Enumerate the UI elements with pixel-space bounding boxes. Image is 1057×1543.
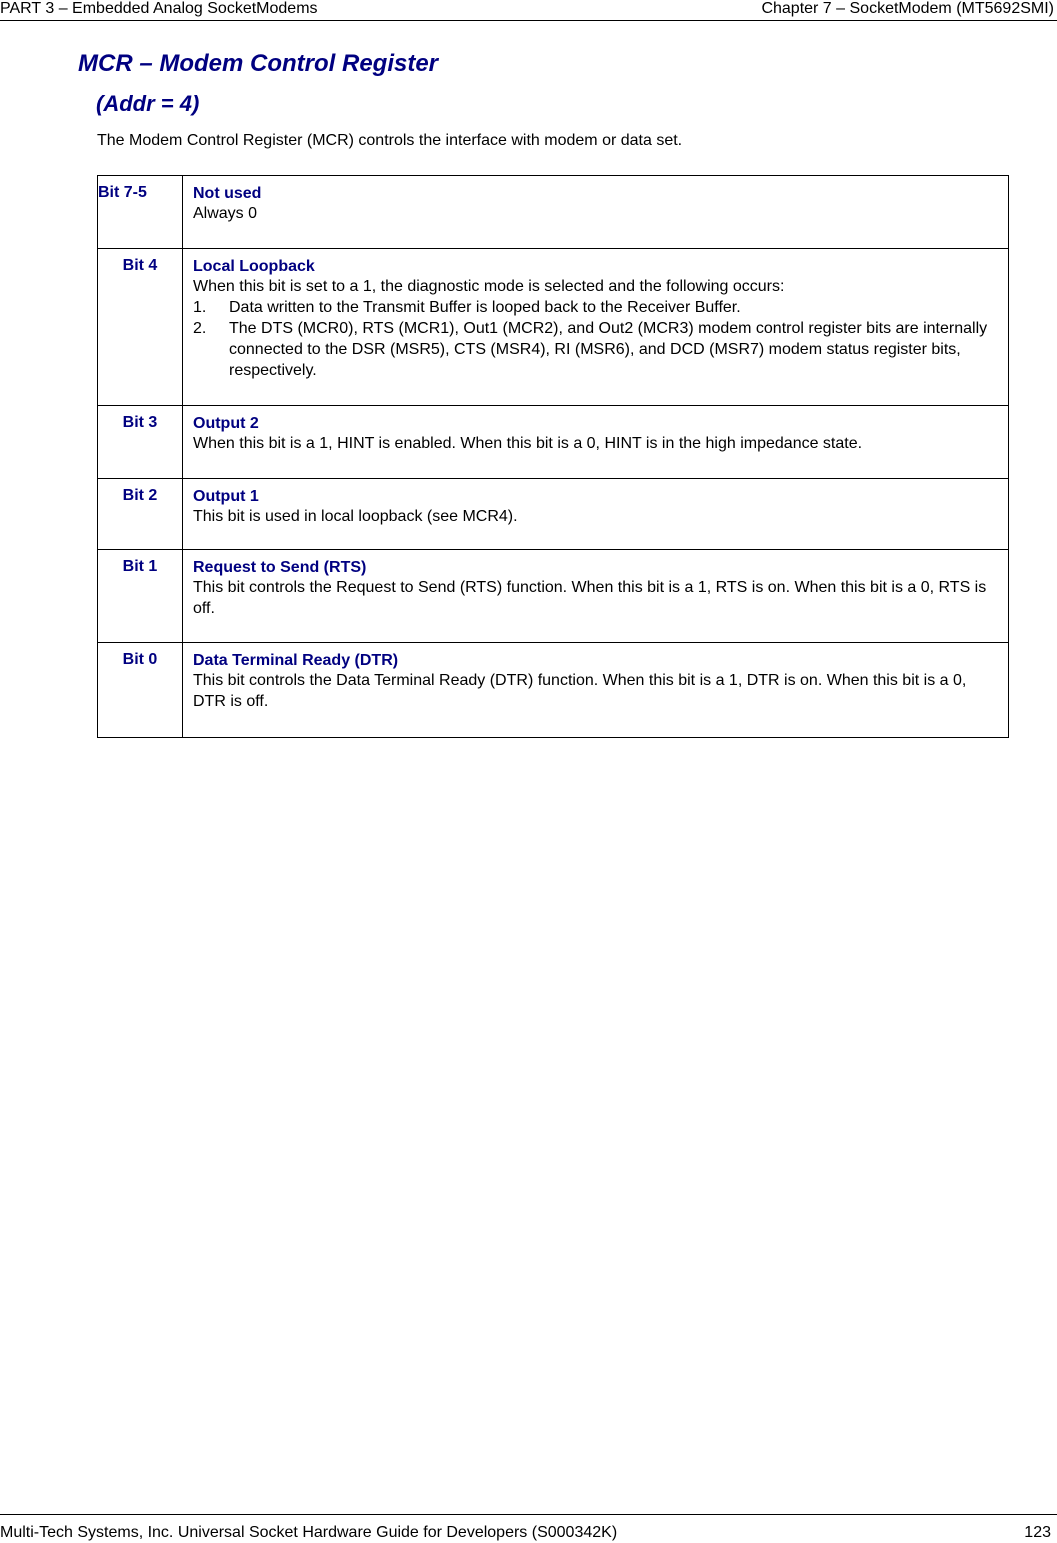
bit-label: Bit 2 [98,479,183,550]
bit-field-name: Local Loopback [193,258,315,275]
bit-label: Bit 7-5 [98,176,183,249]
loopback-effects-list [193,297,998,381]
list-item [193,297,998,318]
section-title: MCR – Modem Control Register [78,50,439,77]
table-row [98,249,1009,406]
section-subtitle: (Addr = 4) [96,91,200,116]
bit-field-name: Request to Send (RTS) [193,559,367,576]
table-row [98,176,1009,249]
bit-field-name: Data Terminal Ready (DTR) [193,652,399,669]
bit-field-text: Always 0 [193,205,258,222]
header-chapter-title: Chapter 7 – SocketModem (MT5692SMI) [761,0,1054,17]
bit-label: Bit 3 [98,406,183,479]
bit-description [183,249,1009,406]
bit-description [183,176,1009,249]
table-row [98,479,1009,550]
table-row [98,406,1009,479]
bit-field-text: When this bit is a 1, HINT is enabled. When this bit is a 0, HINT is in the high impedance state. [193,435,863,452]
bit-field-name: Output 2 [193,415,259,432]
bit-label: Bit 4 [98,249,183,406]
bit-field-text: This bit controls the Data Terminal Ready (DTR) function. When this bit is a 1, DTR is on. When this bit is a 0, DTR is off. [193,672,967,710]
list-item [193,318,998,381]
page-number: 123 [1024,1524,1051,1541]
bit-description [183,643,1009,738]
bit-field-name: Output 1 [193,488,259,505]
bit-field-name: Not used [193,185,262,202]
bit-field-text: This bit controls the Request to Send (RTS) function. When this bit is a 1, RTS is on. When this bit is a 0, RTS is off. [193,579,987,617]
intro-paragraph: The Modem Control Register (MCR) controls the interface with modem or data set. [97,132,683,149]
page-footer [0,1514,1057,1541]
list-item-number: 1. [193,299,207,316]
table-row [98,643,1009,738]
page-header [0,0,1057,21]
bit-description [183,406,1009,479]
list-item-text: The DTS (MCR0), RTS (MCR1), Out1 (MCR2), and Out2 (MCR3) modem control register bits are internally connected to the DSR (MSR5), CTS (MSR4), RI (MSR6), and DCD (MSR7) modem status register bits, respectively. [229,320,988,379]
register-bit-table [97,175,1009,738]
bit-field-text: When this bit is set to a 1, the diagnostic mode is selected and the following occurs: [193,278,785,295]
table-row [98,550,1009,643]
bit-description [183,479,1009,550]
header-part-title: PART 3 – Embedded Analog SocketModems [0,0,318,17]
list-item-text: Data written to the Transmit Buffer is looped back to the Receiver Buffer. [229,299,741,316]
bit-field-text: This bit is used in local loopback (see MCR4). [193,508,518,525]
bit-label: Bit 0 [98,643,183,738]
bit-description [183,550,1009,643]
footer-document-title: Multi-Tech Systems, Inc. Universal Socket Hardware Guide for Developers (S000342K) [0,1524,618,1541]
bit-label: Bit 1 [98,550,183,643]
list-item-number: 2. [193,320,207,337]
